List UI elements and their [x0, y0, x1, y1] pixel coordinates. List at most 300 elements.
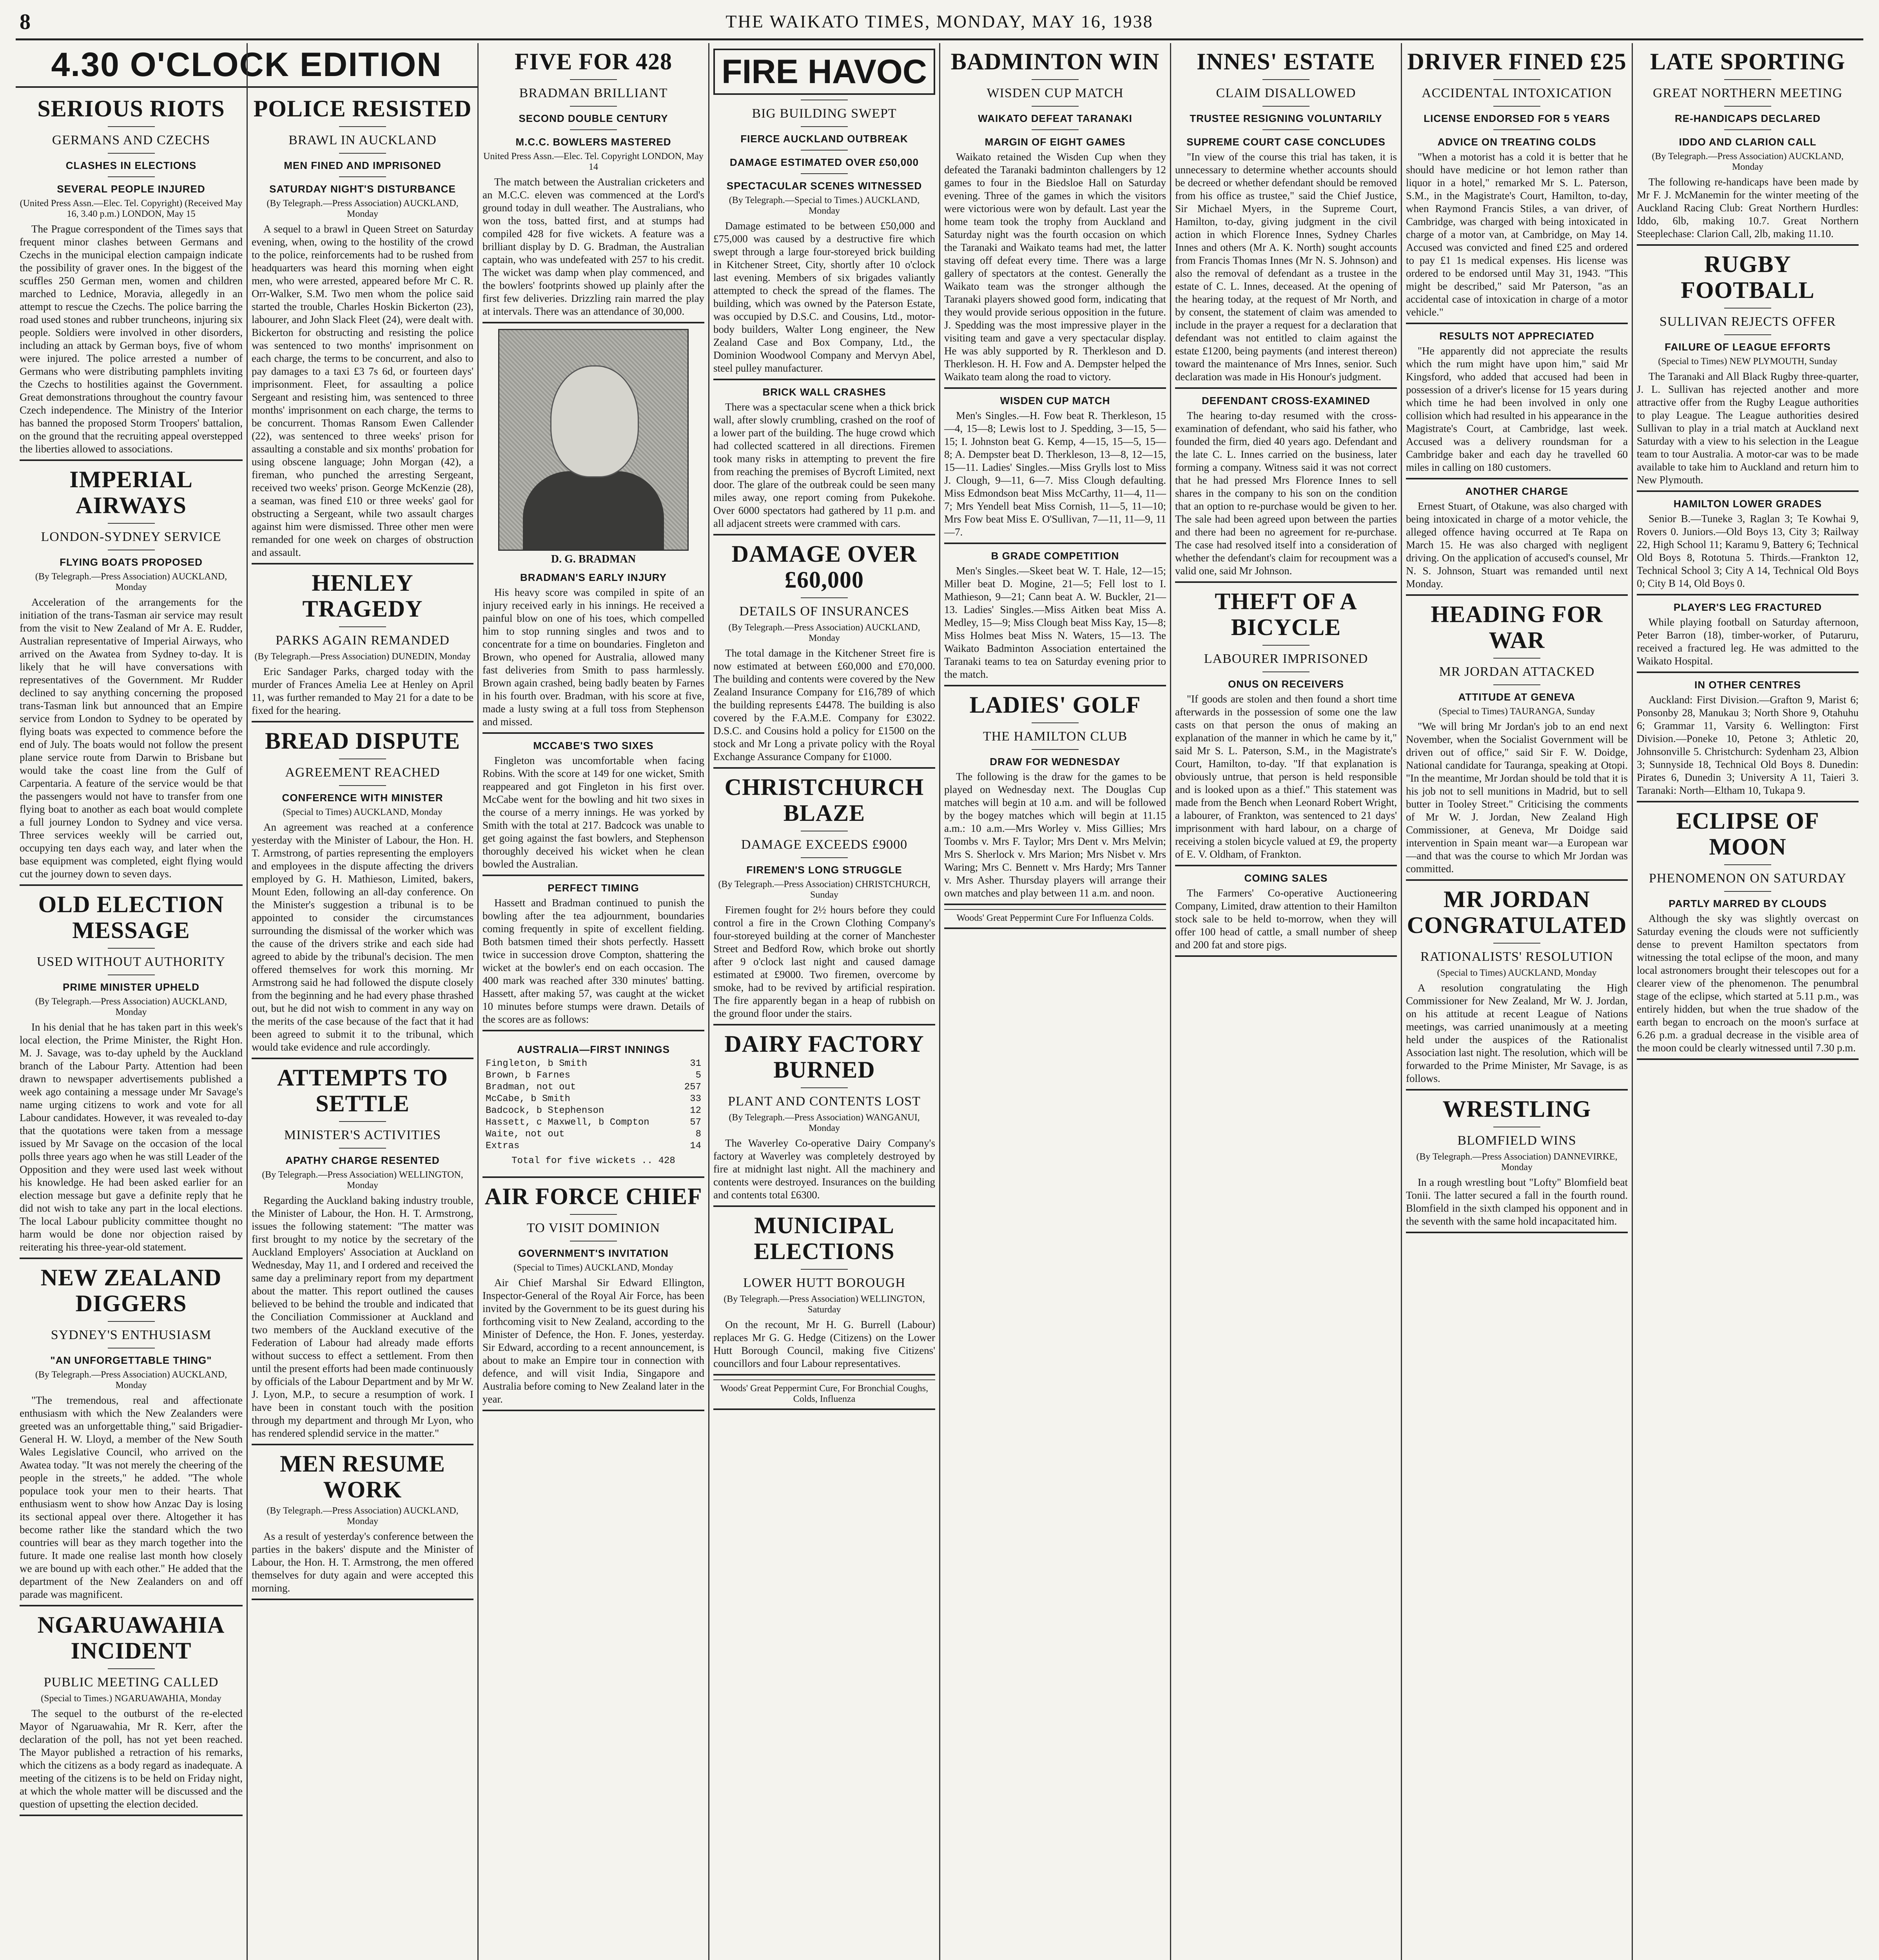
article — [1175, 872, 1397, 951]
divider — [570, 1214, 617, 1215]
divider — [570, 106, 617, 107]
article — [1175, 394, 1397, 577]
article-subheadline: SEVERAL PEOPLE INJURED — [57, 183, 205, 195]
section-rule — [20, 459, 243, 461]
article-headline: LATE SPORTING — [1650, 49, 1846, 74]
divider — [339, 1121, 386, 1122]
article-subheadline: MEN FINED AND IMPRISONED — [284, 160, 441, 171]
divider — [801, 857, 848, 858]
article — [944, 909, 1166, 924]
article-body: His heavy score was compiled in spite of an injury received early in his innings. He received a painful blow on one of his toes, which compelled him to stop running singles and twos and to concentrate for a time on boundaries. Fingleton and Brown, who opened for Australia, allowed many fast deliveries from Smith to pass harmlessly. Brown again crashed, being badly beaten by Farnes in his fourth over. Bradman, with his score at five, made a lusty swing at a full toss from Stephenson and missed. — [482, 586, 704, 728]
article-subheadline: ADVICE ON TREATING COLDS — [1437, 136, 1596, 148]
scorecard-row — [486, 1117, 701, 1129]
article — [1637, 679, 1859, 797]
article-headline: DAIRY FACTORY BURNED — [724, 1031, 924, 1083]
dateline: (Special to Times) AUCKLAND, Monday — [1437, 968, 1597, 978]
dateline: (Special to Times) AUCKLAND, Monday — [513, 1263, 673, 1273]
batsman-name: McCabe, b Smith — [486, 1094, 571, 1104]
article-body: Fingleton was uncomfortable when facing Robins. With the score at 149 for one wicket, Smith reappeared and got Fingleton in his first over. McCabe went for the bowling and hit two sixes in the course of a merry innings. He was yorked by Smith with the total at 217. Badcock was unable to get going against the fast bowlers, and Stephenson thoroughly deceived his wicket when he clean bowled the Australian. — [482, 755, 704, 870]
divider — [1493, 129, 1540, 130]
batsman-name: Hassett, c Maxwell, b Compton — [486, 1117, 649, 1128]
section-rule — [944, 387, 1166, 389]
divider — [801, 150, 848, 151]
article-subheadline: SULLIVAN REJECTS OFFER — [1659, 314, 1836, 329]
divider — [1724, 129, 1771, 130]
news-column — [477, 43, 708, 1960]
article-body: The Farmers' Co-operative Auctioneering Company, Limited, draw attention to their Hamilton stock sale to be held to-morrow, when they will offer 100 head of cattle, a small number of sheep and 200 fat and store pigs. — [1175, 887, 1397, 951]
section-rule — [20, 1605, 243, 1606]
article-body: "He apparently did not appreciate the results which the rum might have upon him," said Mr Kingsford, who added that accused had been in possession of a driver's license for 15 years during which time he had been involved in only one collision which had resulted in his appearance in the Magistrate's Court, at Cambridge, last week. Accused was a delivery roundsman for a Cambridge baker and each day he travelled 60 miles in calling on 180 customers. — [1406, 345, 1628, 473]
article — [20, 466, 243, 880]
section-rule — [1175, 865, 1397, 866]
news-column — [16, 43, 247, 1960]
article-subheadline: RE-HANDICAPS DECLARED — [1674, 113, 1821, 124]
divider — [801, 126, 848, 127]
article-body: Hassett and Bradman continued to punish the bowling after the tea adjournment, boundaries coming frequently in spite of excellent fielding. Both batsmen timed their shots perfectly. Hassett twice in succession drove Compton, shattering the wicket at the bowler's end on each occasion. The 400 mark was reached after 330 minutes' batting. Hassett, after making 57, was caught at the wicket 10 minutes before stumps were drawn. Details of the scores are as follows: — [482, 897, 704, 1025]
scorecard-row — [486, 1070, 701, 1082]
article-body: Eric Sandager Parks, charged today with the murder of Frances Amelia Lee at Henley on April 11, was further remanded to May 21 for a date to be fixed for the hearing. — [252, 666, 473, 716]
divider — [1262, 129, 1309, 130]
section-rule — [1406, 1089, 1628, 1091]
divider — [108, 126, 155, 127]
article-subheadline: AGREEMENT REACHED — [285, 765, 440, 780]
article-subheadline: DAMAGE ESTIMATED OVER £50,000 — [729, 156, 919, 168]
article-subheadline: GOVERNMENT'S INVITATION — [518, 1247, 669, 1259]
section-rule — [1175, 387, 1397, 389]
dateline: (Special to Times.) NGARUAWAHIA, Monday — [41, 1693, 221, 1704]
article-subheadline: LICENSE ENDORSED FOR 5 YEARS — [1424, 113, 1610, 124]
dateline: (By Telegraph.—Press Association) AUCKLAND, Monday — [728, 622, 920, 643]
article-headline: ECLIPSE OF MOON — [1676, 808, 1819, 860]
batsman-runs: 57 — [690, 1117, 701, 1128]
divider — [1724, 79, 1771, 80]
article-headline: HEADING FOR WAR — [1431, 601, 1603, 653]
article — [1175, 588, 1397, 861]
article-subheadline: DETAILS OF INSURANCES — [739, 604, 909, 619]
dateline: (Special to Times) TAURANGA, Sunday — [1438, 706, 1595, 717]
section-rule — [1637, 671, 1859, 673]
article-headline: ANOTHER CHARGE — [1465, 485, 1569, 497]
masthead — [16, 7, 1863, 40]
article-subheadline: FIERCE AUCKLAND OUTBREAK — [740, 133, 908, 145]
article — [1406, 1096, 1628, 1228]
divider — [1262, 79, 1309, 80]
article-subheadline: SECOND DOUBLE CENTURY — [519, 113, 668, 124]
divider — [1032, 129, 1079, 130]
article-subheadline: PUBLIC MEETING CALLED — [44, 1675, 219, 1690]
divider — [801, 173, 848, 174]
article-headline: BRADMAN'S EARLY INJURY — [520, 572, 667, 583]
news-column — [708, 43, 939, 1960]
edition-banner: 4.30 O'CLOCK EDITION — [16, 43, 477, 88]
scorecard-total: Total for five wickets .. 428 — [511, 1156, 675, 1166]
article-headline: WISDEN CUP MATCH — [1000, 395, 1110, 407]
article — [1637, 601, 1859, 668]
article-headline: FIVE FOR 428 — [515, 49, 672, 74]
batsman-name: Extras — [486, 1141, 520, 1151]
article-body: On the recount, Mr H. G. Burrell (Labour) replaces Mr G. G. Hedge (Citizens) on the Lower Hutt Borough Council, making five Citizens' councillors and four Labour representatives. — [713, 1319, 935, 1369]
article — [944, 550, 1166, 681]
dateline: (By Telegraph.—Press Association) AUCKLAND, Monday — [267, 198, 459, 219]
portrait-face — [550, 365, 639, 477]
article — [713, 774, 935, 1020]
article — [1637, 808, 1859, 1054]
scorecard-row — [486, 1093, 701, 1105]
article-headline: OLD ELECTION MESSAGE — [38, 891, 224, 943]
divider — [108, 176, 155, 177]
article-subheadline: ONUS ON RECEIVERS — [1228, 678, 1344, 690]
divider — [108, 948, 155, 949]
divider — [1493, 684, 1540, 685]
divider — [570, 79, 617, 80]
article-headline: BRICK WALL CRASHES — [762, 386, 886, 398]
article-subheadline: PHENOMENON ON SATURDAY — [1649, 871, 1847, 886]
article-body: The match between the Australian cricketers and an M.C.C. eleven was commenced at the Lord's ground today in dull weather. The Australians, who won the toss, batted first, and at stumps had compiled 428 for five wickets. A feature was a brilliant display by D. G. Bradman, the Australian captain, who was undefeated with 257 to his credit. The wicket was damp when play commenced, and the bowlers' footprints showed up plainly after the first few deliveries. Drizzling rain marred the play at intervals. There was an attendance of 30,000. — [482, 176, 704, 317]
news-column — [1170, 43, 1401, 1960]
article — [482, 739, 704, 871]
dateline: (By Telegraph.—Press Association) AUCKLAND, Monday — [35, 1370, 227, 1390]
section-rule — [252, 721, 473, 722]
article-body: "If goods are stolen and then found a short time afterwards in the possession of some one the law casts on that person the onus of making an explanation of the manner in which he came by it," said Mr S. L. Paterson, S.M., in the Magistrate's Court, Hamilton, to-day. "If that explanation is obviously untrue, that person is held responsible and is looked upon as a thief." This statement was made from the Bench when Leonard Robert Wright, a labourer, of Frankton, was sentenced to 21 days' imprisonment with hard labour, on a charge of receiving a stolen bicycle valued at £9, the property of E. V. Oldham, of Frankton. — [1175, 693, 1397, 860]
article-headline: ATTEMPTS TO SETTLE — [277, 1065, 448, 1116]
article-headline: LADIES' GOLF — [969, 692, 1141, 718]
article-headline: HAMILTON LOWER GRADES — [1673, 498, 1822, 510]
section-rule — [1406, 478, 1628, 479]
dateline: (Special to Times) AUCKLAND, Monday — [283, 807, 443, 817]
scorecard-row — [486, 1082, 701, 1093]
article-headline: DEFENDANT CROSS-EXAMINED — [1202, 395, 1370, 407]
article-subheadline: USED WITHOUT AUTHORITY — [36, 955, 226, 969]
article-body: The Prague correspondent of the Times says that frequent minor clashes between Germans and Czechs in the municipal election campaign indicate the possibility of graver ones. In the biggest of the scuffles 250 German men, women and children marched to Lednice, Moravia, allegedly in an attempt to rescue the Czechs. The police barring the road used stones and rubber truncheons, injuring six people. Soldiers were involved in other disorders, including an attack by German boys, five of whom were injured. The police arrested a number of Germans who were distributing pamphlets inviting the Czechs to hostilities against the Government. Great demonstrations throughout the country favour Czech independence. The Ministry of the Interior has banned the proposed Storm Troopers' battalion, on the ground that the recruiting appeal overstepped the liberties allowed to associations. — [20, 223, 243, 455]
news-column — [1632, 43, 1863, 1960]
article — [482, 882, 704, 1026]
photo-caption: D. G. BRADMAN — [551, 553, 636, 565]
section-rule — [1406, 879, 1628, 881]
newspaper-page — [16, 7, 1863, 1960]
article-subheadline: WISDEN CUP MATCH — [987, 86, 1124, 100]
section-rule — [20, 884, 243, 886]
article-body: Acceleration of the arrangements for the initiation of the trans-Tasman air service may result from the visit to New Zealand of Mr A. E. Rudder, Australian representative of Imperial Airways, who arrived on the Awatea from Sydney to-day. It is likely that he will have conversations with representatives of the Government. Mr Rudder declined to say anything concerning the proposed trans-Tasman link but announced that an Empire service from London to Sydney to be operated by flying boats was expected to commence before the end of July. The boats would not follow the present plane service route from Darwin to Brisbane but would take the coast line from the Gulf of Carpentaria. A feature of the service would be that the passengers would not have to transfer from one flying boat to another as each boat would complete a full journey London to Sydney and vice versa. Three services weekly will be carried out, occupying ten days each way, and later when the base equipment was completed, eight flying would cut the journey down to seven days. — [20, 596, 243, 880]
news-column — [1401, 43, 1632, 1960]
batsman-name: Waite, not out — [486, 1129, 565, 1140]
article — [252, 1065, 473, 1440]
article-body: Firemen fought for 2½ hours before they could control a fire in the Crown Clothing Company's four-storeyed building at the corner of Manchester Street and Bedford Row, which broke out shortly after 9 o'clock last night and caused damage estimated at £9000. Two firemen, overcome by smoke, had to be revived by artificial respiration. The fire apparently began in a heap of rubbish on the ground floor under the stairs. — [713, 904, 935, 1019]
article-headline: INNES' ESTATE — [1197, 49, 1375, 74]
article-body: The Waverley Co-operative Dairy Company's factory at Waverley was completely destroyed by fire at midnight last night. All the machinery and contents were destroyed. Insurances on the building and contents total £6300. — [713, 1137, 935, 1201]
section-rule — [1406, 323, 1628, 324]
article-headline: MCCABE'S TWO SIXES — [533, 740, 654, 751]
article-subheadline: PRIME MINISTER UPHELD — [63, 981, 200, 993]
section-rule — [1406, 1232, 1628, 1233]
article — [1175, 49, 1397, 383]
article-headline: RESULTS NOT APPRECIATED — [1439, 330, 1594, 342]
article — [482, 1183, 704, 1406]
article-headline: POLICE RESISTED — [253, 96, 472, 122]
article — [1406, 886, 1628, 1085]
batsman-runs: 5 — [695, 1070, 701, 1081]
dateline: (By Telegraph.—Press Association) AUCKLAND, Monday — [35, 996, 227, 1017]
section-rule — [252, 563, 473, 564]
article — [20, 96, 243, 456]
dateline: (Special to Times) NEW PLYMOUTH, Sunday — [1658, 356, 1837, 367]
article-body: The total damage in the Kitchener Street fire is now estimated at between £60,000 and £70,000. The building and contents were covered by the New Zealand Insurance Company for £16,789 of which the building represents £4478. The building is also covered by the F.A.M.E. Company for £3022. D.S.C. and Cousins hold a policy for £1500 on the stock and Mr Long a private policy with the Royal Exchange Assurance Company for £1000. — [713, 647, 935, 762]
divider — [1032, 106, 1079, 107]
article-headline: THEFT OF A BICYCLE — [1215, 588, 1357, 640]
article — [1406, 601, 1628, 875]
article — [252, 1451, 473, 1595]
section-rule — [713, 1374, 935, 1376]
section-rule — [482, 1176, 704, 1178]
section-rule — [482, 1410, 704, 1411]
batsman-name: Fingleton, b Smith — [486, 1058, 588, 1069]
article-body: In his denial that he has taken part in this week's local election, the Prime Minister, the Right Hon. M. J. Savage, was to-day upheld by the Auckland branch of the Labour Party. Attention had been drawn to newspaper advertisements published a week ago containing a message under Mr Savage's name urging citizens to work and vote for all Labour candidates. However, it was revealed to-day that the quotations were taken from a message issued by Mr Savage on the occasion of the local polls three years ago when he was still Leader of the Opposition and they were used last week without his knowledge. He had been asked earlier for an election message but gave a definite reply that he did not wish to take any part in the local elections. The local Labour publicity committee thought no harm would be done nor objection raised by reiterating his three-year-old statement. — [20, 1021, 243, 1253]
article-headline: RUGBY FOOTBALL — [1681, 251, 1815, 303]
dateline: (By Telegraph.—Press Association) CHRISTCHURCH, Sunday — [718, 879, 930, 900]
article-headline: CHRISTCHURCH BLAZE — [724, 774, 924, 826]
article-body: Ernest Stuart, of Otakune, was also charged with being intoxicated in charge of a motor vehicle, the alleged offence having occurred at Te Rapa on March 15. He was also charged with negligent driving. On the application of accused's counsel, Mr N. S. Johnson, Stuart was remanded until next Monday. — [1406, 500, 1628, 590]
divider — [339, 153, 386, 154]
article-headline: NGARUAWAHIA INCIDENT — [37, 1612, 225, 1664]
divider — [339, 126, 386, 127]
article — [482, 329, 704, 728]
article-subheadline: BRADMAN BRILLIANT — [519, 86, 668, 100]
article-headline: B GRADE COMPETITION — [991, 550, 1119, 562]
section-rule — [944, 543, 1166, 544]
section-rule — [252, 1599, 473, 1600]
article-body: A resolution congratulating the High Commissioner for New Zealand, Mr W. J. Jordan, on his attitude at recent League of Nations meetings, was carried unanimously at a meeting held under the auspices of the Rationalist Association last night. The resolution, which will be forwarded to the Prime Minister, Mr Savage, is as follows. — [1406, 982, 1628, 1084]
dateline: (By Telegraph.—Press Association) WELLINGTON, Monday — [262, 1170, 463, 1191]
article-subheadline: SUPREME COURT CASE CONCLUDES — [1186, 136, 1386, 148]
section-rule — [713, 379, 935, 380]
section-rule — [1637, 244, 1859, 246]
article-subheadline: "AN UNFORGETTABLE THING" — [50, 1354, 212, 1366]
divider — [1032, 722, 1079, 723]
section-rule — [1637, 1058, 1859, 1060]
section-rule — [482, 1030, 704, 1031]
article-headline: FIRE HAVOC — [713, 49, 935, 95]
batsman-runs: 257 — [684, 1082, 701, 1093]
portrait-photo — [498, 329, 689, 551]
article-subheadline: TO VISIT DOMINION — [527, 1221, 660, 1235]
article — [713, 1031, 935, 1201]
article-subheadline: MARGIN OF EIGHT GAMES — [985, 136, 1126, 148]
article-subheadline: APATHY CHARGE RESENTED — [285, 1154, 440, 1166]
divider — [801, 1087, 848, 1088]
divider — [339, 176, 386, 177]
article-body: Regarding the Auckland baking industry trouble, the Minister of Labour, the Hon. H. T. Armstrong, issues the following statement: "The matter was first brought to my notice by the secretary of the Auckland Employers' Association at Auckland on Wednesday, May 11, and I ordered and received the same day a preliminary report from my department about the matter. This report outlined the causes believed to be behind the trouble and indicated that the Conciliation Commissioner at Auckland and two members of the Auckland executive of the Federation of Labour had already made efforts without success to effect a settlement. From then until the present efforts had been made continuously by officials of the Labour Department and by Mr W. J. Lyon, M.P., to secure a resumption of work. I have been in constant touch with the position through my department and through Mr Lyon, who has rendered splendid service in the matter." — [252, 1194, 473, 1439]
article-subheadline: SYDNEY'S ENTHUSIASM — [51, 1328, 212, 1342]
section-rule — [713, 1408, 935, 1410]
article-subheadline: FAILURE OF LEAGUE EFFORTS — [1665, 341, 1831, 353]
divider — [108, 523, 155, 524]
divider — [1724, 891, 1771, 892]
article-subheadline: WAIKATO DEFEAT TARANAKI — [978, 113, 1132, 124]
article — [252, 570, 473, 717]
divider — [1032, 749, 1079, 750]
article-headline: SERIOUS RIOTS — [37, 96, 225, 122]
section-rule — [1175, 581, 1397, 583]
news-column — [247, 43, 477, 1960]
divider — [801, 1269, 848, 1270]
article-subheadline: RATIONALISTS' RESOLUTION — [1420, 949, 1613, 964]
article-headline: IMPERIAL AIRWAYS — [69, 466, 193, 518]
article-headline: BADMINTON WIN — [950, 49, 1160, 74]
article-headline: DAMAGE OVER £60,000 — [731, 541, 917, 593]
article — [1406, 49, 1628, 319]
article-subheadline: LOWER HUTT BOROUGH — [743, 1276, 905, 1290]
section-rule — [713, 1024, 935, 1025]
divider — [1262, 645, 1309, 646]
article — [482, 1035, 704, 1172]
article-subheadline: DAMAGE EXCEEDS £9000 — [741, 837, 908, 852]
article — [1406, 330, 1628, 474]
section-rule — [20, 1258, 243, 1259]
article-body: Damage estimated to be between £50,000 and £75,000 was caused by a destructive fire which swept through a large four-storeyed brick building in Kitchener Street, City, shortly after 10 o'clock last evening. Members of six brigades valiantly attempted to check the spread of the flames. The building, which was owned by the Paterson Estate, was occupied by D.S.C. and Cousins, Ltd., motor-body builders, Walter Long engineer, the New Zealand Case and Box Company, Ltd., the Dominion Woodwool Company and Mervyn Abel, steel pulley manufacturer. — [713, 220, 935, 374]
article-subheadline: PLANT AND CONTENTS LOST — [728, 1094, 921, 1109]
divider — [801, 597, 848, 598]
article-body: "When a motorist has a cold it is better that he should have medicine or hot lemon rather than liquor in a hotel," remarked Mr S. L. Paterson, S.M., in the Magistrate's Court, Hamilton, to-day, when Raymond Francis Stiles, a van driver, of Cambridge, was charged with being intoxicated in charge of a motor van, at Cambridge, on May 14. Accused was convicted and fined £25 and ordered to pay £1 1s medical expenses. His license was ordered to be endorsed until May 31, 1943. "This might be described," said Mr Paterson, "as an accidental case of intoxication in charge of a motor vehicle." — [1406, 151, 1628, 318]
article-body: Auckland: First Division.—Grafton 9, Marist 6; Ponsonby 28, Manukau 3; North Shore 9, Otahuhu 6; Grammar 11, Varsity 6. Wellington: First Division.—Poneke 10, Petone 3; Athletic 20, Johnsonville 5. Christchurch: Sydenham 23, Albion 3; Sunnyside 18, Technical Old Boys 8. Dunedin: Pirates 6, Dunedin 3; University A 11, Taieri 3. Taranaki: North—Eltham 10, Tukapa 9. — [1637, 694, 1859, 796]
article — [1406, 485, 1628, 590]
article-subheadline: M.C.C. BOWLERS MASTERED — [515, 136, 671, 148]
article — [944, 394, 1166, 539]
article-subheadline: SATURDAY NIGHT'S DISTURBANCE — [269, 183, 456, 195]
article-subheadline: DRAW FOR WEDNESDAY — [990, 756, 1121, 768]
article-subheadline: THE HAMILTON CLUB — [983, 729, 1128, 744]
article-body: There was a spectacular scene when a thick brick wall, after slowly crumbling, crashed on the roof of a lower part of the building. The huge crowd which had collected scattered in all directions. Firemen took many risks in attempting to prevent the fire from reaching the premises of Bycroft Limited, next door. The glare of the outbreak could be seen many miles away, one report coming from Pukekohe. Over 6000 spectators had gathered by 11 p.m. and all adjacent streets were crammed with cars. — [713, 401, 935, 529]
article-body: The following re-handicaps have been made by Mr F. J. McManemin for the winter meeting of the Auckland Racing Club: Great Northern Hurdles: Iddo, 6lb, making 10.7. Great Northern Steeplechase: Clarion Call, 2lb, making 11.10. — [1637, 176, 1859, 240]
article — [713, 1212, 935, 1370]
batsman-name: Brown, b Farnes — [486, 1070, 571, 1081]
dateline: (By Telegraph.—Press Association) AUCKLAND, Monday — [267, 1506, 459, 1526]
article-body: While playing football on Saturday afternoon, Peter Barron (18), timber-worker, of Putaruru, received a fractured leg. He was admitted to the Waikato Hospital. — [1637, 616, 1859, 667]
dateline: (By Telegraph.—Special to Times.) AUCKLAND, Monday — [729, 195, 920, 216]
article-subheadline: PARTLY MARRED BY CLOUDS — [1669, 898, 1827, 909]
article-headline: DRIVER FINED £25 — [1407, 49, 1627, 74]
article-headline: MR JORDAN CONGRATULATED — [1407, 886, 1627, 938]
divider — [339, 626, 386, 627]
article-subheadline: BLOMFIELD WINS — [1457, 1133, 1576, 1148]
article — [1637, 497, 1859, 590]
divider — [1724, 864, 1771, 865]
article-body: The sequel to the outburst of the re-elected Mayor of Ngaruawahia, Mr R. Kerr, after the declaration of the poll, has not yet been reached. The Mayor published a retraction of his remarks, which the citizens as a body regard as inadequate. A meeting of the citizens is to be held on Friday night, at which the whole matter will be discussed and the question of upsetting the election decided. — [20, 1708, 243, 1810]
dateline: (By Telegraph.—Press Association) WELLINGTON, Saturday — [724, 1294, 925, 1315]
dateline: United Press Assn.—Elec. Tel. Copyright LONDON, May 14 — [483, 151, 704, 172]
section-rule — [252, 1444, 473, 1445]
article-body: Men's Singles.—Skeet beat W. T. Hale, 12—15; Miller beat D. Mogine, 21—5; Fell lost to I. Mathieson, 9—21; Cann beat A. W. Buckler, 21—13. Ladies' Singles.—Miss Aitken beat Miss A. Medley, 15—9; Miss Clough beat Miss Kay, 15—8; Miss Holmes beat Miss N. Waters, 15—13. The Waikato Badminton Association entertained the Taranaki teams to tea on Saturday evening prior to the match. — [944, 565, 1166, 680]
advertisement: Woods' Great Peppermint Cure For Influenza Colds. — [944, 909, 1166, 924]
article — [713, 386, 935, 530]
divider — [108, 1321, 155, 1322]
article-subheadline: GREAT NORTHERN MEETING — [1653, 86, 1843, 100]
batsman-name: Badcock, b Stephenson — [486, 1105, 604, 1116]
newspaper-title: THE WAIKATO TIMES, MONDAY, MAY 16, 1938 — [725, 11, 1154, 31]
batsman-runs: 14 — [690, 1141, 701, 1151]
section-rule — [713, 767, 935, 769]
dateline: (By Telegraph.—Press Association) DANNEVIRKE, Monday — [1416, 1152, 1618, 1172]
article — [713, 1379, 935, 1405]
article-body: "The tremendous, real and affectionate enthusiasm with which the New Zealanders were greeted was an unforgettable thing," said Brigadier-General H. W. Lloyd, a member of the New South Wales Legislative Council, who arrived on the Awatea today. "It was not merely the cheering of the people in the streets," he added. "The whole populace took your men to their hearts. That enthusiasm went to show how Anzac Day is losing its sectional appeal over there. Altogether it has become rather like the standard which the two countries will bear as they march together into the future. It made one realise last month how closely we are bound up with each other." He added that the department of the New Zealanders on and off parade was magnificent. — [20, 1394, 243, 1600]
article-subheadline: BIG BUILDING SWEPT — [752, 106, 897, 121]
divider — [1032, 79, 1079, 80]
article-body: "We will bring Mr Jordan's job to an end next November, when the Socialist Government will be driven out of office," said Sir F. W. Doidge, National candidate for Tauranga, speaking at Otopi. "In the meantime, Mr Jordan should be told that it is his job not to sell munitions in Madrid, but to sell butter in Tooley Street." Criticising the comments of Mr W. J. Jordan, New Zealand High Commissioner, at Geneva, Mr Doidge said intervention in Spain meant war—a European war—and that was the course to which Mr Jordan was committed. — [1406, 720, 1628, 875]
dateline: (By Telegraph.—Press Association) AUCKLAND, Monday — [35, 572, 227, 592]
divider — [108, 1668, 155, 1669]
section-rule — [713, 534, 935, 535]
dateline: (By Telegraph.—Press Association) DUNEDIN, Monday — [254, 652, 471, 662]
batsman-runs: 31 — [690, 1058, 701, 1069]
scorecard-heading: AUSTRALIA—FIRST INNINGS — [517, 1044, 670, 1055]
article-subheadline: GERMANS AND CZECHS — [52, 133, 210, 147]
article-headline: MUNICIPAL ELECTIONS — [754, 1212, 895, 1264]
article — [944, 49, 1166, 383]
section-rule — [944, 904, 1166, 905]
scorecard-row — [486, 1129, 701, 1140]
dateline: (United Press Assn.—Elec. Tel. Copyright) (Received May 16, 3.40 p.m.) LONDON, May 15 — [20, 198, 243, 219]
article-body: A sequel to a brawl in Queen Street on Saturday evening, when, owing to the hostility of the crowd to the police, reinforcements had to be rushed from headquarters was heard this morning when eight men, who were arrested, appeared before Mr C. R. Orr-Walker, S.M. Two men whom the police said started the trouble, Charles Hoskin Bickerton (23), labourer, and John Slack Fleet (24), were dealt with. Bickerton for obstructing and resisting the police was sentenced to two months' imprisonment on each charge, the terms to be concurrent, and also to pay damages to a taxi £3 7s 6d, or fourteen days' imprisonment. Fleet, for assaulting a police Sergeant and resisting him, was sentenced to three months' imprisonment on each charge, the terms to be concurrent. Thomas Ransom Ewen Callender (22), was sentenced to three weeks' prison for assaulting a constable and six months' probation for using obscene language; John Morgan (42), a fireman, who punched the arresting Sergeant, received two weeks' prison. George McKenzie (28), a seaman, was fined £10 or three weeks' gaol for obstructing a Sergeant, while two assault charges against him were dismissed. Three other men were remanded for one week on charges of obstruction and assault. — [252, 223, 473, 558]
section-rule — [1175, 955, 1397, 957]
article-subheadline: CLAIM DISALLOWED — [1216, 86, 1356, 100]
section-rule — [252, 1058, 473, 1059]
divider — [1493, 79, 1540, 80]
article-subheadline: IDDO AND CLARION CALL — [1679, 136, 1817, 148]
divider — [339, 785, 386, 786]
article-headline: HENLEY TRAGEDY — [302, 570, 423, 622]
article-subheadline: MINISTER'S ACTIVITIES — [284, 1128, 441, 1142]
divider — [1493, 658, 1540, 659]
article-body: The Taranaki and All Black Rugby three-quarter, J. L. Sullivan has rejected another and more attractive offer from the Rugby League authorities to play League. The League authorities desired Sullivan to play in a trial match at Auckland next Saturday with a view to his selection in the League team to tour Australia. A motor-car was to be made available to take him to Auckland and return him to New Plymouth. — [1637, 370, 1859, 486]
article-subheadline: ATTITUDE AT GENEVA — [1458, 691, 1576, 703]
batsman-name: Bradman, not out — [486, 1082, 576, 1093]
article-subheadline: BRAWL IN AUCKLAND — [288, 133, 437, 147]
section-rule — [944, 927, 1166, 929]
cricket-scorecard — [482, 1035, 704, 1172]
divider — [1493, 106, 1540, 107]
article-body: The following is the draw for the games to be played on Wednesday next. The Douglas Cup matches will begin at 10 a.m. and will be followed by the bogey matches which will begin at 11.15 a.m.: 10 a.m.—Mrs Worley v. Miss Gillies; Mrs Toombs v. Mrs F. Taylor; Mrs Dent v. Mrs Melvin; Mrs S. Sherlock v. Mrs Marion; Mrs Nisbet v. Mrs Waring; Mrs C. Bennett v. Mrs Hardy; Mrs Tanner v. Mrs Asher. Thursday players will arrange their own matches and play between 11 a.m. and noon. — [944, 771, 1166, 899]
divider — [1724, 308, 1771, 309]
article — [252, 728, 473, 1054]
article-body: "In view of the course this trial has taken, it is unnecessary to determine whether accounts should be decreed or whether defendant should be removed from his office as trustee," said the Chief Justice, Sir Michael Myers, in the Supreme Court, Hamilton, to-day, giving judgment in the civil action in which Florence Innes, Sydney Charles Innes and others (Mr A. K. North) sought accounts from Francis Thomas Innes (Mr N. S. Johnson) and also the removal of defendant as a trustee in the estate of C. L. Innes, deceased. At the opening of the hearing today, at the request of Mr North, and by consent, the statement of claim was amended to include in the prayer a request for a declaration that defendant was not entitled to claim against the estate £1200, being payments (and interest thereon) toward the maintenance of Mrs Innes, senior. Such declaration was made in His Honour's judgment. — [1175, 151, 1397, 383]
article-body: Senior B.—Tuneke 3, Raglan 3; Te Kowhai 9, Rovers 0. Juniors.—Old Boys 13, City 3; Railway 22, High School 11; Karamu 9, Battery 6; Technical Old Boys 8, Rototuna 5. Thirds.—Frankton 12, Technical School 3; City A 14, Technical Old Boys 0; City B 14, Old Boys 0. — [1637, 513, 1859, 589]
article — [252, 96, 473, 559]
article — [1637, 251, 1859, 486]
article — [20, 891, 243, 1254]
scorecard-row — [486, 1140, 701, 1152]
portrait-shoulders — [523, 471, 664, 550]
article-headline: BREAD DISPUTE — [265, 728, 461, 754]
article-subheadline: TRUSTEE RESIGNING VOLUNTARILY — [1190, 113, 1382, 124]
divider — [339, 1148, 386, 1149]
divider — [1262, 671, 1309, 672]
article-subheadline: ACCIDENTAL INTOXICATION — [1422, 86, 1612, 100]
article-subheadline: PARKS AGAIN REMANDED — [276, 633, 450, 648]
section-rule — [1637, 801, 1859, 802]
section-rule — [1637, 490, 1859, 492]
batsman-runs: 8 — [695, 1129, 701, 1140]
divider — [1262, 106, 1309, 107]
article — [482, 49, 704, 318]
dateline: (By Telegraph.—Press Association) AUCKLAND, Monday — [1652, 151, 1844, 172]
scorecard-row — [486, 1105, 701, 1117]
section-rule — [1406, 594, 1628, 596]
divider — [570, 129, 617, 130]
article-headline: AIR FORCE CHIEF — [484, 1183, 702, 1209]
batsman-runs: 33 — [690, 1094, 701, 1104]
article — [944, 692, 1166, 900]
article-body: The hearing to-day resumed with the cross-examination of defendant, who said his father, who founded the firm, died 40 years ago. Defendant and the late C. L. Innes carried on the business, later forming a company. Witness said it was not correct that he had pressed Mrs Florence Innes to sell shares in the company to his son on the condition that an option to re-purchase would be given to her. The sale had been agreed upon between the parties and there had been no agreement for re-purchase. The case had resolved itself into a consideration of whether the defendant's claim for recoupment was a valid one, said Mr Johnson. — [1175, 410, 1397, 577]
section-rule — [1637, 594, 1859, 595]
article-subheadline: LABOURER IMPRISONED — [1204, 652, 1368, 666]
